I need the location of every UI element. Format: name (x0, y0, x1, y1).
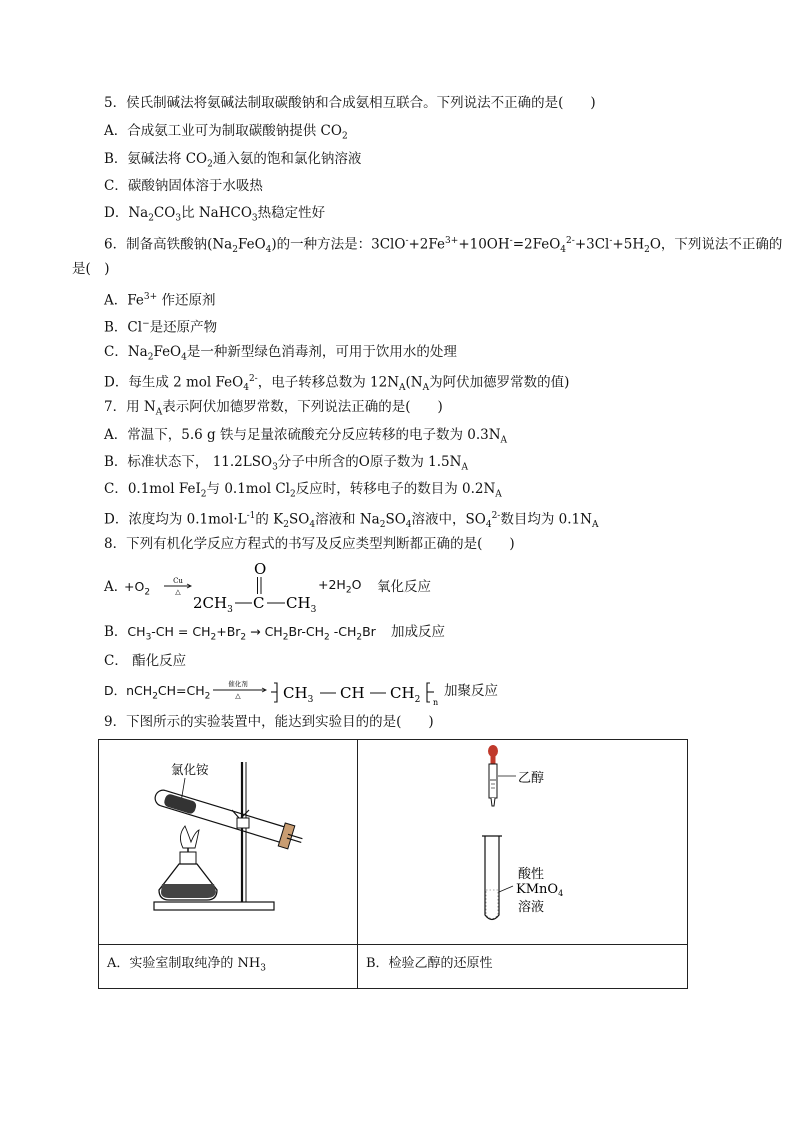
q9-ethanol-label: 乙醇 (518, 771, 545, 786)
q8-d-ch: CH (340, 684, 365, 702)
q5-option-c: C．碳酸钠固体溶于水吸热 (104, 178, 263, 194)
q9-ammonium-chloride-label: 氯化铵 (171, 762, 209, 777)
q9-image-a-cell (99, 740, 358, 945)
ethanol-kmno4-apparatus (358, 740, 687, 940)
q8-option-c: C． 酯化反应 (104, 653, 187, 669)
q8-d-cond-top: 催化剂 (228, 680, 248, 688)
q9-image-b-cell (358, 740, 688, 945)
q8-stem: 8．下列有机化学反应方程式的书写及反应类型判断都正确的是( ) (104, 536, 515, 552)
q8-b-type: 加成反应 (391, 624, 445, 640)
q8-a-reactant: $+O_2$ (124, 579, 151, 598)
q8-d-n: n (433, 698, 439, 706)
q8-a-type: 氧化反应 (377, 579, 431, 595)
q8-a-ch3-right: $CH_3$ (286, 594, 317, 614)
q8-a-ch3-left: $2CH_3$ (193, 594, 233, 614)
q8-d-arrow (212, 679, 268, 699)
q8-a-arrow (163, 575, 193, 595)
q9-option-a: A．实验室制取纯净的 $NH_3$ (99, 945, 358, 989)
q8-a-product-structure (190, 560, 320, 614)
q7-option-d: D．浓度均为 $0.1mol\cdot L^{-1}$的 $K_2SO_4$溶液和 $Na_2SO_4$溶液中，$SO_4^{2-}$数目均为 $0.1N_A$ (104, 511, 599, 531)
q9-acidic-label: 酸性 (518, 867, 545, 882)
q8-a-carbon: C (253, 594, 265, 612)
q8-a-cond-top: Cu (173, 577, 183, 585)
q6-option-d: D．每生成 2 mol FeO$_4^{2-}$，电子转移总数为 $12N_A(N_A$为阿伏加德罗常数的值) (104, 374, 570, 394)
q6-stem: 6．制备高铁酸钠$(Na_2FeO_4)$的一种方法是：$3ClO^-+2Fe^{3+}+10OH^-=2FeO_4^{2-}+3Cl^-+5H_2O$，下列说法不正确的 (104, 236, 783, 256)
q6-option-a: A．$Fe^{3+}$ 作还原剂 (104, 292, 216, 309)
q9-stem: 9．下图所示的实验装置中，能达到实验目的的是( ) (104, 714, 434, 730)
q9-option-b: B．检验乙醇的还原性 (358, 945, 688, 989)
q8-d-polymer (268, 678, 443, 706)
q7-stem: 7．用 $N_A$表示阿伏加德罗常数，下列说法正确的是( ) (104, 399, 443, 418)
q9-kmno4-label: KMnO$_4$ (516, 882, 564, 898)
q5-option-b: B．氨碱法将 $CO_2$通入氨的饱和氯化钠溶液 (104, 151, 362, 170)
q8-option-a-label: A． (104, 579, 128, 595)
q7-option-c: C．0.1mol FeI$_2$与 0.1mol $Cl_2$反应时，转移电子的数目为 $0.2N_A$ (104, 481, 502, 500)
ammonium-chloride-heating-apparatus (99, 740, 357, 940)
q8-a-water: $+2H_2O$ (318, 577, 362, 596)
q8-d-ch3: $CH_3$ (283, 684, 314, 705)
q5-stem: 5．侯氏制碱法将氨碱法制取碳酸钠和合成氨相互联合。下列说法不正确的是( ) (104, 95, 596, 111)
q9-solution-label: 溶液 (518, 900, 545, 915)
q8-option-b: B．$CH_3-CH = CH_2+Br_2 \to CH_2Br-CH_2$ $-CH_2Br$ (104, 624, 376, 643)
q6-option-b: B．Cl−是还原产物 (104, 319, 218, 336)
q8-a-cond-bottom: △ (175, 588, 181, 595)
q8-d-type: 加聚反应 (444, 683, 498, 699)
q8-d-cond-bottom: △ (235, 692, 241, 699)
q8-a-carbonyl-o: O (254, 560, 267, 578)
q8-option-d: D．$nCH_2CH=CH_2$ (104, 683, 211, 702)
q6-option-c: C．$Na_2FeO_4$是一种新型绿色消毒剂，可用于饮用水的处理 (104, 344, 457, 363)
q5-option-d: D．$Na_2CO_3$比 NaHCO$_3$热稳定性好 (104, 205, 326, 224)
q6-stem-wrap: 是( ) (72, 261, 110, 277)
q5-option-a: A．合成氨工业可为制取碳酸钠提供 $CO_2$ (104, 123, 348, 142)
q9-apparatus-table (98, 739, 688, 989)
q7-option-a: A．常温下，5.6 g 铁与足量浓硫酸充分反应转移的电子数为 $0.3N_A$ (104, 427, 508, 446)
q8-d-ch2: $CH_2$ (390, 684, 421, 705)
q7-option-b: B．标准状态下， $11.2LSO_3$分子中所含的O原子数为 $1.5N_A$ (104, 454, 468, 473)
